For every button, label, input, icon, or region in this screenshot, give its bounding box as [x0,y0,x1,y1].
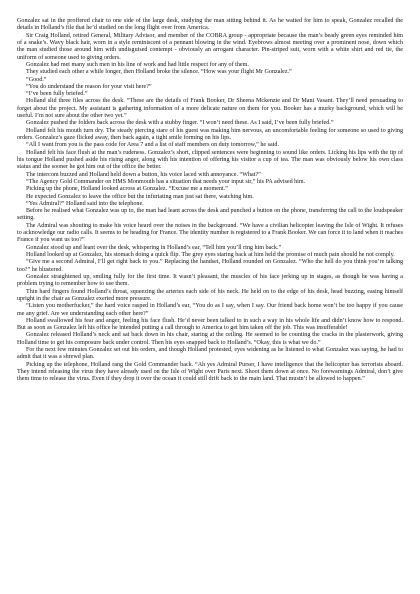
paragraph: Thin hard fingers found Holland’s throat, squeezing the arteries each side of his neck. He held on to the edge of his desk, head buzzing, easing himself upright in the chair as Gonzalez exerted more pressure. [17,288,403,302]
paragraph: He expected Gonzalez to leave the office but the infuriating man just sat there, watching him. [26,193,254,200]
paragraph: Sir Craig Holland, retired General, Military Advisor, and member of the COBRA group - appropriate because the man’s beady green eyes reminded him of a snake’s. Wavy black hair, worn in a style reminiscent of a pennant blowing in the wind. Eyebrows almost meeting over a prominent nose, down which the man studied those around him with undisguised contempt - obviously an arrogant character. Pin-striped suit, worn with a white shirt and red tie, the uniform of someone used to giving orders. [17,32,403,61]
paragraph: Picking up the telephone, Holland rang the Gold Commander back. “Ah yes Admiral Purser, I have intelligence that the helicopter has terrorists aboard. They intend releasing the virus they have already used on the Isle of Wight over Paris next. Shoot them down at once. No forewarnings Admiral, don’t give them time to release the virus. Even if they drop it over the ocean it could still drift back to the main land. That mustn’t be allowed to happen.” [17,361,403,383]
paragraph: Holland swallowed his fear and anger, feeling his face flush. He’d never been talked to in such a way in his whole life and didn’t know how to respond. But as soon as Gonzalez left his office he intended putting a call through to America to get him taken off the job. This was insufferable! [17,317,403,332]
paragraph: The Admiral was shouting to make his voice heard over the noises in the background. “We have a civilian helicopter leaving the Isle of Wight. It refuses to acknowledge our radio calls. It seems to be heading for France. The identity number is registered to a Frank Booker. We can force it to land when it reaches France if you want us too?” [17,222,403,244]
paragraph: “You do understand the reason for your visit here?” [26,83,152,90]
paragraph: “I’ve been fully briefed.” [26,91,88,98]
paragraph: Holland felt his face flush at the man’s rudeness. Gonzalez’s short, clipped sentences were beginning to sound like orders. Licking his lips with the tip of his tongue Holland pushed aside his rising anger, along with his intention of offering his visitor a cup of tea. The man was obviously below his own class status and the sooner he got him out of the office the better. [17,149,403,171]
paragraph: Gonzalez released Holland’s neck and sat back down in his chair, staring at the ceiling. He seemed to be counting the cracks in the plasterwork, giving Holland time to get his composure back under control. Then his eyes snapped back to Holland’s. “Okay, this is what we do.” [17,332,403,346]
paragraph: The intercom buzzed and Holland held down a button, his voice laced with annoyance. “What?” [26,171,261,178]
paragraph: For the next few minutes Gonzalez set out his orders, and though Holland protested, eyes widening as he listened to what Gonzalez was saying, he had to admit that it was a shrewd plan. [17,347,403,361]
paragraph: “Give me a second Admiral, I’ll get right back to you.” Replacing the handset, Holland rounded on Gonzalez. “Who the hell do you think you’re talking too?” he blustered. [17,259,403,273]
paragraph: Before he realised what Gonzalez was up to, the man had leant across the desk and punched a button on the phone, transferring the call to the loudspeaker setting. [17,208,403,222]
paragraph: “All I want from you is the pass code for Area 7 and a list of staff members on duty tomorrow,” he said. [26,142,279,149]
document-page [17,18,403,580]
paragraph: Picking up the phone, Holland looked across at Gonzalez. “Excuse me a moment.” [26,186,228,193]
paragraph: Gonzalez stood up and leant over the desk, whispering in Holland’s ear, “Tell him you’ll ring him back.” [26,244,282,251]
paragraph: Gonzalez pushed the folders back across the desk with a stubby finger. “I won’t need these. As I said, I’ve been fully briefed.” [26,120,334,127]
paragraph: “Good.” [26,76,47,83]
paragraph: Holland looked up at Gonzalez, his stomach doing a quick flip. The grey eyes staring back at him held the promise of much pain should he not comply. [26,252,395,258]
paragraph: Gonzalez sat in the proffered chair to one side of the large desk, studying the man sitting behind it. As he waited for him to speak, Gonzalez recalled the details in Holland’s file that he’d studied on the long flight over from America. [17,18,403,32]
paragraph: “The Agency Gold Commander on HMS Monmouth has a situation that needs your input sir,” his PA advised him. [26,178,306,185]
paragraph: Holland slid three files across the desk. “These are the details of Frank Booker, Dr Sheena Mckenzie and Dr Mani Vasant. They’ll need persuading to forget about the project. My assistant is gathering information of a more delicate nature on them for you. Booker has a murky background, which will be useful. I’m not sure about the other two yet.” [17,98,403,120]
paragraph: Gonzalez straightened up, smiling fully for the first time. It wasn’t pleasant, the muscles of his face jerking up in stages, as though he was having a problem trying to remember how to use them. [17,273,403,288]
paragraph: Gonzalez had met many such men in his line of work and had little respect for any of them. [26,61,249,68]
paragraph: “Yes Admiral?” Holland said into the telephone. [26,200,144,207]
paragraph: “Listen you motherfucker,” the hard voice rasped in Holland’s ear, “You do as I say, when I say. Our friend back home won’t be too happy if you cause me any grief. Are we understanding each other here?” [17,303,403,317]
paragraph: Holland felt his mouth turn dry. The steady piercing stare of his guest was making him nervous, an uncomfortable feeling for someone so used to giving orders. Gonzalez’s gaze flicked away, then back again, a tight smile forming on his lips. [17,127,403,141]
paragraph: They studied each other a while longer, then Holland broke the silence. “How was your flight Mr Gonzalez.” [26,69,292,76]
